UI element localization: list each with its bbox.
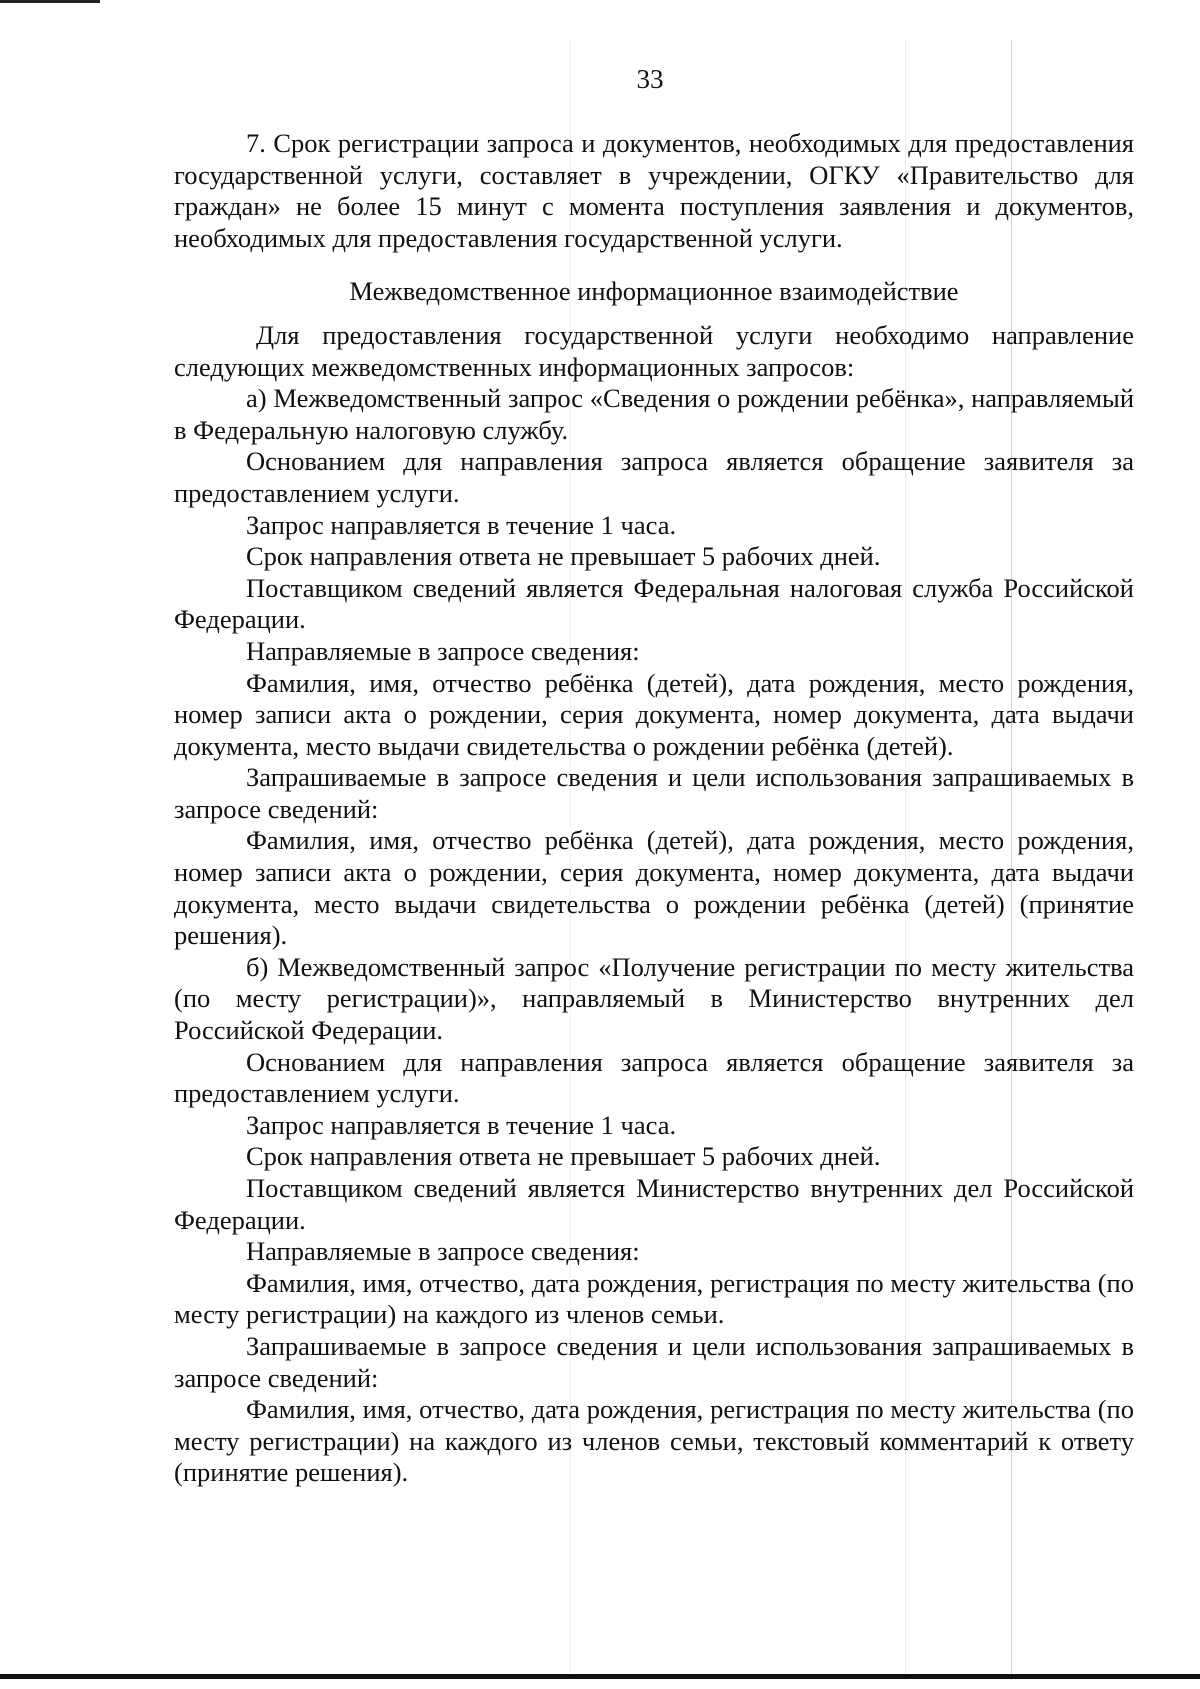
paragraph-registration-term: 7. Срок регистрации запроса и документов, необходимых для предоставления государственной услуги, составляет в учреждении, ОГКУ «Правительство для граждан» не более 15 минут с момента поступления заявления и документов, необходимых для предоставления государственной услуги. [174, 128, 1134, 253]
paragraph-request-a: а) Межведомственный запрос «Сведения о рождении ребёнка», направляемый в Федеральную налоговую службу. [174, 383, 1134, 445]
paragraph-send-time-b: Запрос направляется в течение 1 часа. [246, 1109, 677, 1140]
paragraph-requested-info-label-a: Запрашиваемые в запросе сведения и цели использования запрашиваемых в запросе сведений: [174, 762, 1134, 824]
paragraph-basis-b: Основанием для направления запроса является обращение заявителя за предоставлением услуги. [174, 1046, 1134, 1109]
paragraph-requested-info-b: Фамилия, имя, отчество, дата рождения, регистрация по месту жительства (по месту регистрации) на каждого из членов семьи, текстовый комментарий к ответу (принятие решения). [174, 1394, 1134, 1488]
paragraph-sent-info-a: Фамилия, имя, отчество ребёнка (детей), дата рождения, место рождения, номер записи акта о рождении, серия документа, номер документа, дата выдачи документа, место выдачи свидетельства о рождении ребёнка (детей). [174, 667, 1134, 761]
document-body [174, 128, 1134, 1489]
paragraph-basis-a: Основанием для направления запроса является обращение заявителя за предоставлением услуги. [174, 446, 1134, 508]
paragraph-intro: Для предоставления государственной услуги необходимо направление следующих межведомственных информационных запросов: [174, 319, 1134, 382]
section-heading: Межведомственное информационное взаимодействие [349, 276, 959, 307]
paragraph-response-term-a: Срок направления ответа не превышает 5 рабочих дней. [246, 541, 881, 572]
page-number: 33 [636, 64, 664, 94]
paragraph-sent-info-b: Фамилия, имя, отчество, дата рождения, регистрация по месту жительства (по месту регистрации) на каждого из членов семьи. [174, 1267, 1134, 1330]
paragraph-requested-info-a: Фамилия, имя, отчество ребёнка (детей), дата рождения, место рождения, номер записи акта о рождении, серия документа, номер документа, дата выдачи документа, место выдачи свидетельства о рождении ребёнка (детей) (принятие решения). [174, 825, 1134, 951]
bottom-edge-rule [0, 1674, 1200, 1679]
paragraph-sent-info-label-b: Направляемые в запросе сведения: [246, 1236, 640, 1267]
paragraph-provider-b: Поставщиком сведений является Министерство внутренних дел Российской Федерации. [174, 1173, 1134, 1235]
paragraph-provider-a: Поставщиком сведений является Федеральная налоговая служба Российской Федерации. [174, 572, 1134, 635]
top-edge-rule [0, 0, 100, 3]
paragraph-response-term-b: Срок направления ответа не превышает 5 рабочих дней. [246, 1141, 881, 1172]
paragraph-sent-info-label-a: Направляемые в запросе сведения: [246, 635, 640, 666]
paragraph-send-time-a: Запрос направляется в течение 1 часа. [246, 509, 677, 540]
paragraph-request-b: б) Межведомственный запрос «Получение регистрации по месту жительства (по месту регистрации)», направляемый в Министерство внутренних дел Российской Федерации. [174, 951, 1134, 1046]
paragraph-requested-info-label-b: Запрашиваемые в запросе сведения и цели использования запрашиваемых в запросе сведений: [174, 1330, 1134, 1393]
